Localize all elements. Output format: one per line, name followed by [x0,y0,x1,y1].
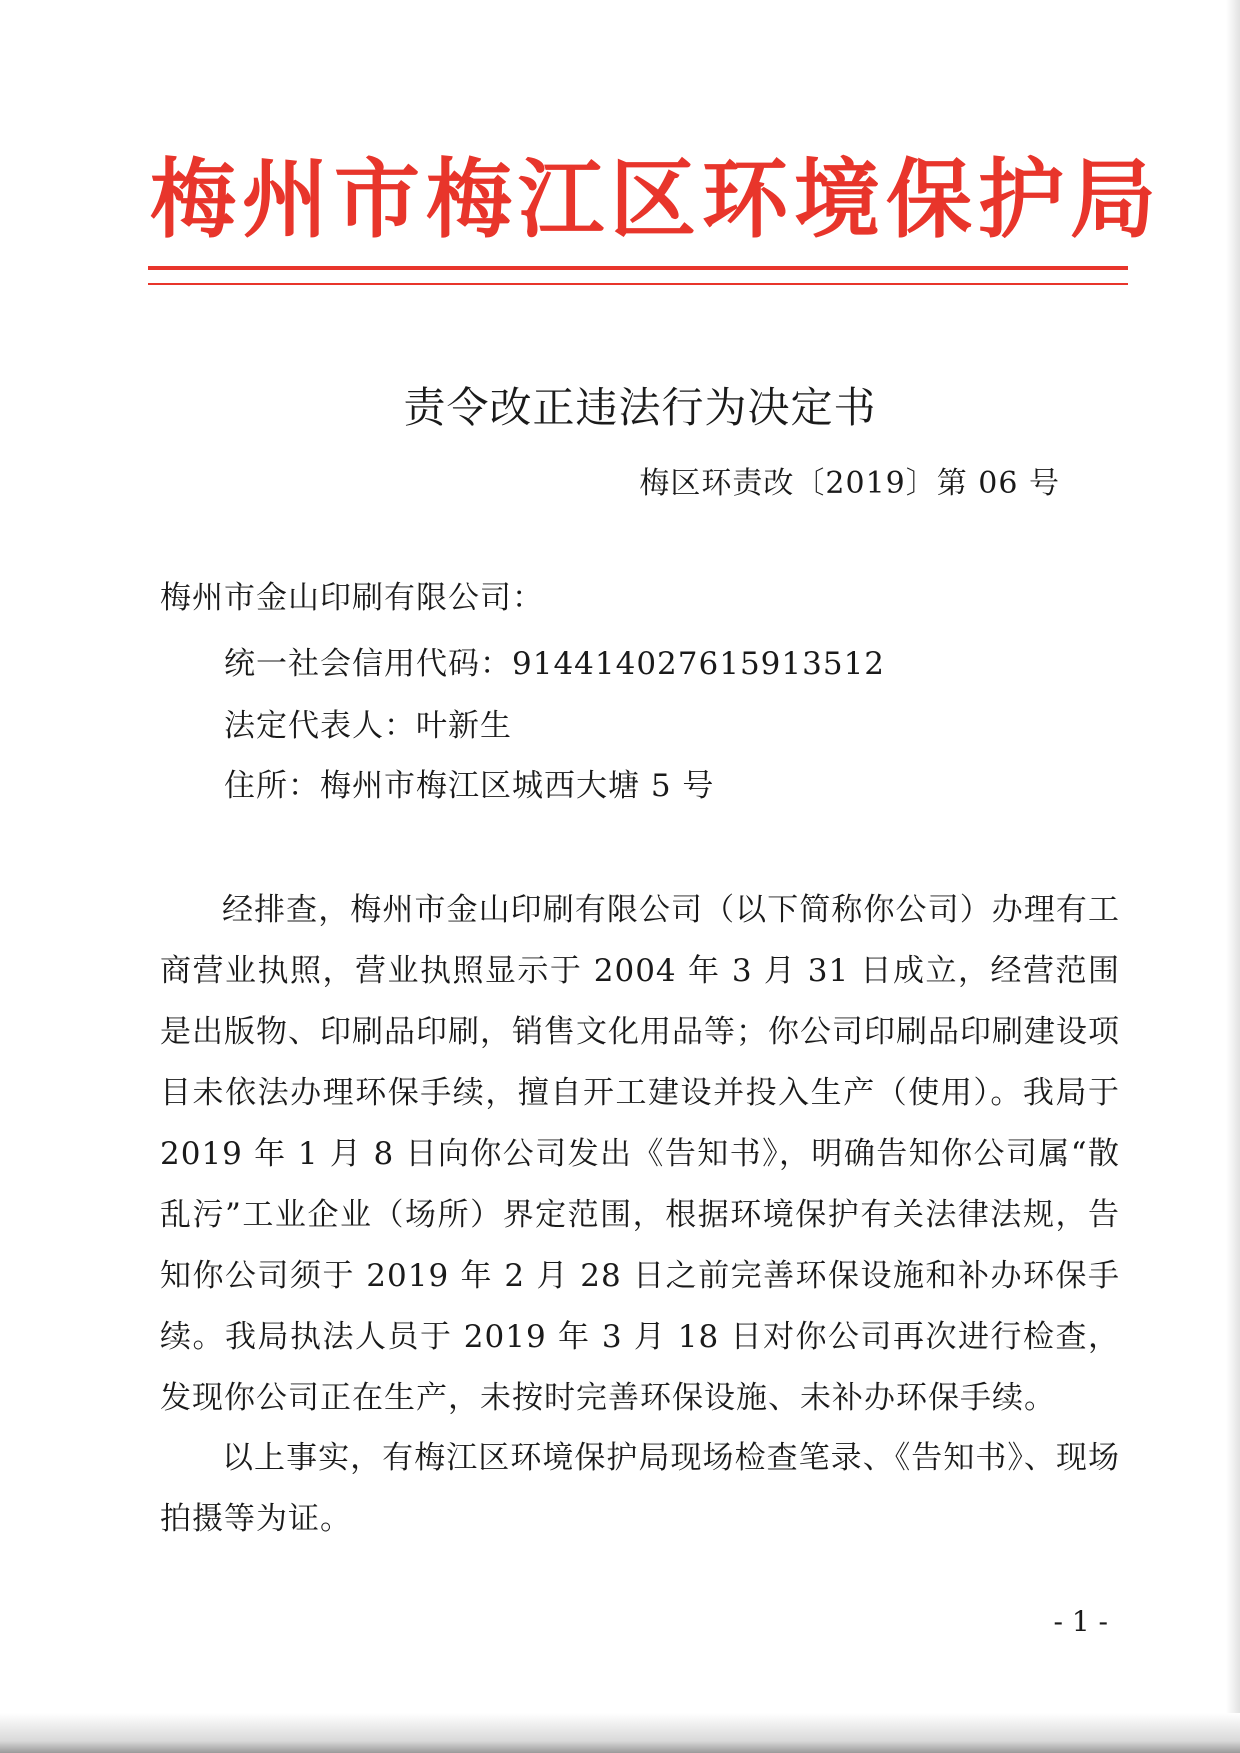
scan-edge-right [1226,0,1240,1753]
body-paragraph-evidence: 以上事实，有梅江区环境保护局现场检查笔录、《告知书》、现场拍摄等为证。 [160,1440,1120,1537]
address-line: 住所：梅州市梅江区城西大塘 5 号 [224,768,715,804]
addressee: 梅州市金山印刷有限公司： [160,580,544,616]
header-red-rule-thin [148,283,1128,285]
document-number: 梅区环责改〔2019〕第 06 号 [639,466,1060,501]
credit-code-line: 统一社会信用代码：914414027615913512 [224,646,886,682]
page-number: - 1 - [1053,1605,1108,1638]
header-red-rule [148,266,1128,270]
scan-edge-bottom [0,1713,1240,1753]
organization-header: 梅州市梅江区环境保护局 [150,149,1162,250]
legal-representative-line: 法定代表人：叶新生 [224,708,512,744]
body-paragraph-facts: 经排查，梅州市金山印刷有限公司（以下简称你公司）办理有工商营业执照，营业执照显示于 2004 年 3 月 31 日成立，经营范围是出版物、印刷品印刷，销售文化用品等；你公司印刷品印刷建设项目未依法办理环保手续，擅自开工建设并投入生产（使用）。我局于 2019 年 1 月 8 日向你公司发出《告知书》，明确告知你公司属“散乱污”工业企业（场所）界定范围，根据环境保护有关法律法规，告知你公司须于 2019 年 2 月 28 日之前完善环保设施和补办环保手续。我局执法人员于 2019 年 3 月 18 日对你公司再次进行检查，发现你公司正在生产，未按时完善环保设施、未补办环保手续。 [160,892,1120,1416]
document-title: 责令改正违法行为决定书 [403,383,877,432]
